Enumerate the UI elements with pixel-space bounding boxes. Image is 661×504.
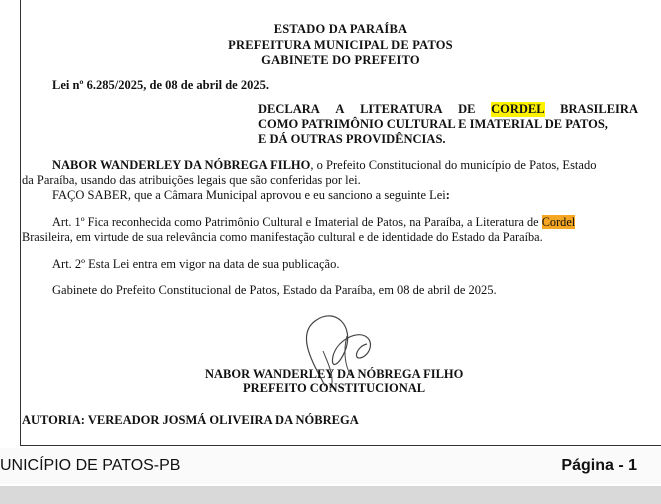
- ementa-word: LITERATURA: [360, 102, 443, 116]
- art1-line-2: Brasileira, em virtude de sua relevância como manifestação cultural e de identidade do Estado da Paraíba.: [22, 230, 543, 244]
- preamble-rest: , o Prefeito Constitucional do município de Patos, Estado: [310, 158, 597, 172]
- art1-line-1: [52, 215, 575, 230]
- law-number: Lei nº 6.285/2025, de 08 de abril de 2025.: [52, 78, 269, 92]
- preamble-line-2: da Paraíba, usando das atribuições legais que são conferidas por lei.: [22, 173, 361, 187]
- art2: Art. 2º Esta Lei entra em vigor na data de sua publicação.: [52, 257, 340, 271]
- ementa-word: DE: [458, 102, 476, 116]
- faco-saber: FAÇO SABER, que a Câmara Municipal aprovou e eu sanciono a seguinte Lei: [52, 188, 446, 202]
- header-cabinet: GABINETE DO PREFEITO: [261, 53, 420, 67]
- ementa-line-2: COMO PATRIMÔNIO CULTURAL E IMATERIAL DE PATOS,: [258, 117, 608, 131]
- cordel-highlight: CORDEL: [491, 102, 545, 116]
- page-footer: [0, 448, 661, 484]
- header-prefecture: PREFEITURA MUNICIPAL DE PATOS: [228, 38, 453, 52]
- colon: :: [445, 188, 450, 202]
- ementa-word: A: [335, 102, 345, 116]
- ementa-word: BRASILEIRA: [560, 102, 638, 116]
- cordel-highlight-orange: Cordel: [541, 215, 576, 229]
- preamble-line-3: [52, 188, 450, 203]
- mayor-name: NABOR WANDERLEY DA NÓBREGA FILHO: [52, 158, 311, 172]
- ementa-line-3: E DÁ OUTRAS PROVIDÊNCIAS.: [258, 132, 446, 146]
- preamble-line-1: [52, 158, 596, 173]
- footer-page-number: Página - 1: [561, 457, 637, 474]
- signer-name: NABOR WANDERLEY DA NÓBREGA FILHO: [205, 367, 464, 381]
- ementa-line-1: [258, 102, 638, 117]
- signer-title: PREFEITO CONSTITUCIONAL: [243, 381, 426, 395]
- art1-text: Art. 1º Fica reconhecida como Patrimônio Cultural e Imaterial de Patos, na Paraíba, a Literatura de: [52, 215, 539, 229]
- page-gap-strip: [0, 486, 661, 504]
- closing-line: Gabinete do Prefeito Constitucional de Patos, Estado da Paraíba, em 08 de abril de 2025.: [52, 283, 497, 297]
- ementa-word: DECLARA: [258, 102, 320, 116]
- header-state: ESTADO DA PARAÍBA: [273, 22, 408, 36]
- authorship: AUTORIA: VEREADOR JOSMÁ OLIVEIRA DA NÓBREGA: [22, 413, 359, 427]
- footer-municipality: UNICÍPIO DE PATOS-PB: [0, 457, 181, 474]
